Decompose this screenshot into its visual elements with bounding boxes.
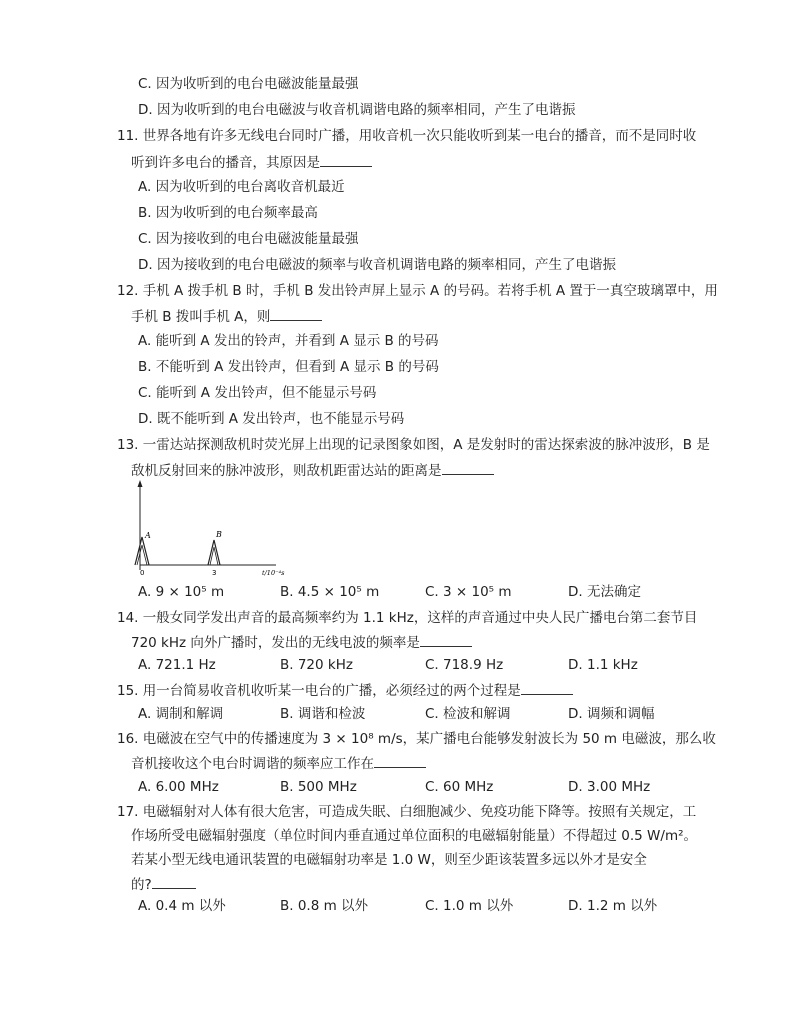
q15-option-a: A. 调制和解调 [138,706,224,722]
q17-stem-line3: 若某小型无线电通讯装置的电磁辐射功率是 1.0 W，则至少距该装置多远以外才是安全 [131,852,647,868]
q16-option-d: D. 3.00 MHz [568,779,651,795]
q12-option-a: A. 能听到 A 发出的铃声，并看到 A 显示 B 的号码 [138,333,439,349]
q12-option-b: B. 不能听到 A 发出铃声，但看到 A 显示 B 的号码 [138,359,439,375]
pulse-a [135,537,149,565]
q14-stem-line1: 14. 一般女同学发出声音的最高频率约为 1.1 kHz，这样的声音通过中央人民广播电台第二套节目 [117,610,698,626]
radar-pulse-figure [130,480,290,580]
q14-stem-line2: 720 kHz 向外广播时，发出的无线电波的频率是 [131,632,472,653]
q13-option-c: C. 3 × 10⁵ m [425,584,512,600]
q17-option-c: C. 1.0 m 以外 [425,898,514,914]
y-axis-arrow [138,480,143,487]
answer-blank [320,152,372,167]
pulse-b [208,540,220,565]
q14-option-a: A. 721.1 Hz [138,657,216,673]
q16-option-b: B. 500 MHz [280,779,357,795]
q16-option-a: A. 6.00 MHz [138,779,219,795]
q15-stem: 15. 用一台简易收音机收听某一电台的广播，必须经过的两个过程是 [117,680,573,701]
answer-blank [152,874,196,889]
answer-blank [420,632,472,647]
q14-option-c: C. 718.9 Hz [425,657,504,673]
q11-option-d: D. 因为接收到的电台电磁波的频率与收音机调谐电路的频率相同，产生了电谐振 [138,257,616,273]
q17-option-a: A. 0.4 m 以外 [138,898,226,914]
q13-stem-line1: 13. 一雷达站探测敌机时荧光屏上出现的记录图象如图，A 是发射时的雷达探索波的脉冲波形，B 是 [117,437,710,453]
q17-stem-line2: 作场所受电磁辐射强度（单位时间内垂直通过单位面积的电磁辐射能量）不得超过 0.5 W/m²。 [131,828,698,844]
q11-option-a: A. 因为收听到的电台离收音机最近 [138,179,345,195]
q15-option-c: C. 检波和解调 [425,706,511,722]
answer-blank [374,753,426,768]
q14-option-b: B. 720 kHz [280,657,353,673]
label-a: A [145,531,151,540]
q17-stem-line1: 17. 电磁辐射对人体有很大危害，可造成失眠、白细胞减少、免疫功能下降等。按照有关规定，工 [117,804,697,820]
tick-3: 3 [212,569,217,577]
q12-stem-line1: 12. 手机 A 拨手机 B 时，手机 B 发出铃声屏上显示 A 的号码。若将手机 A 置于一真空玻璃罩中，用 [117,283,718,299]
q10-option-c: C. 因为收听到的电台电磁波能量最强 [138,76,359,92]
q16-stem-line2: 音机接收这个电台时调谐的频率应工作在 [131,753,426,774]
q13-option-d: D. 无法确定 [568,584,641,600]
answer-blank [270,306,322,321]
axis-label: t/10⁻⁴s [262,569,285,577]
pulse-a-inner [137,545,147,565]
q14-option-d: D. 1.1 kHz [568,657,638,673]
q16-option-c: C. 60 MHz [425,779,494,795]
q15-option-d: D. 调频和调幅 [568,706,655,722]
q12-option-c: C. 能听到 A 发出铃声，但不能显示号码 [138,385,377,401]
q12-stem-line2: 手机 B 拨叫手机 A，则 [131,306,322,327]
answer-blank [442,460,494,475]
q13-option-a: A. 9 × 10⁵ m [138,584,225,600]
q11-stem-line2: 听到许多电台的播音，其原因是 [131,152,372,173]
q17-stem-line4: 的? [131,874,196,895]
q10-option-d: D. 因为收听到的电台电磁波与收音机调谐电路的频率相同，产生了电谐振 [138,102,576,118]
tick-0: 0 [140,569,145,577]
q13-option-b: B. 4.5 × 10⁵ m [280,584,380,600]
q17-option-d: D. 1.2 m 以外 [568,898,658,914]
q16-stem-line1: 16. 电磁波在空气中的传播速度为 3 × 10⁸ m/s，某广播电台能够发射波长为 50 m 电磁波，那么收 [117,731,716,747]
label-b: B [216,530,222,539]
q11-option-b: B. 因为收听到的电台频率最高 [138,205,318,221]
answer-blank [521,680,573,695]
q17-option-b: B. 0.8 m 以外 [280,898,369,914]
q11-option-c: C. 因为接收到的电台电磁波能量最强 [138,231,359,247]
q13-stem-line2: 敌机反射回来的脉冲波形，则敌机距雷达站的距离是 [131,460,494,481]
q12-option-d: D. 既不能听到 A 发出铃声，也不能显示号码 [138,411,405,427]
q11-stem-line1: 11. 世界各地有许多无线电台同时广播，用收音机一次只能收听到某一电台的播音，而不是同时收 [117,128,697,144]
q15-option-b: B. 调谐和检波 [280,706,366,722]
